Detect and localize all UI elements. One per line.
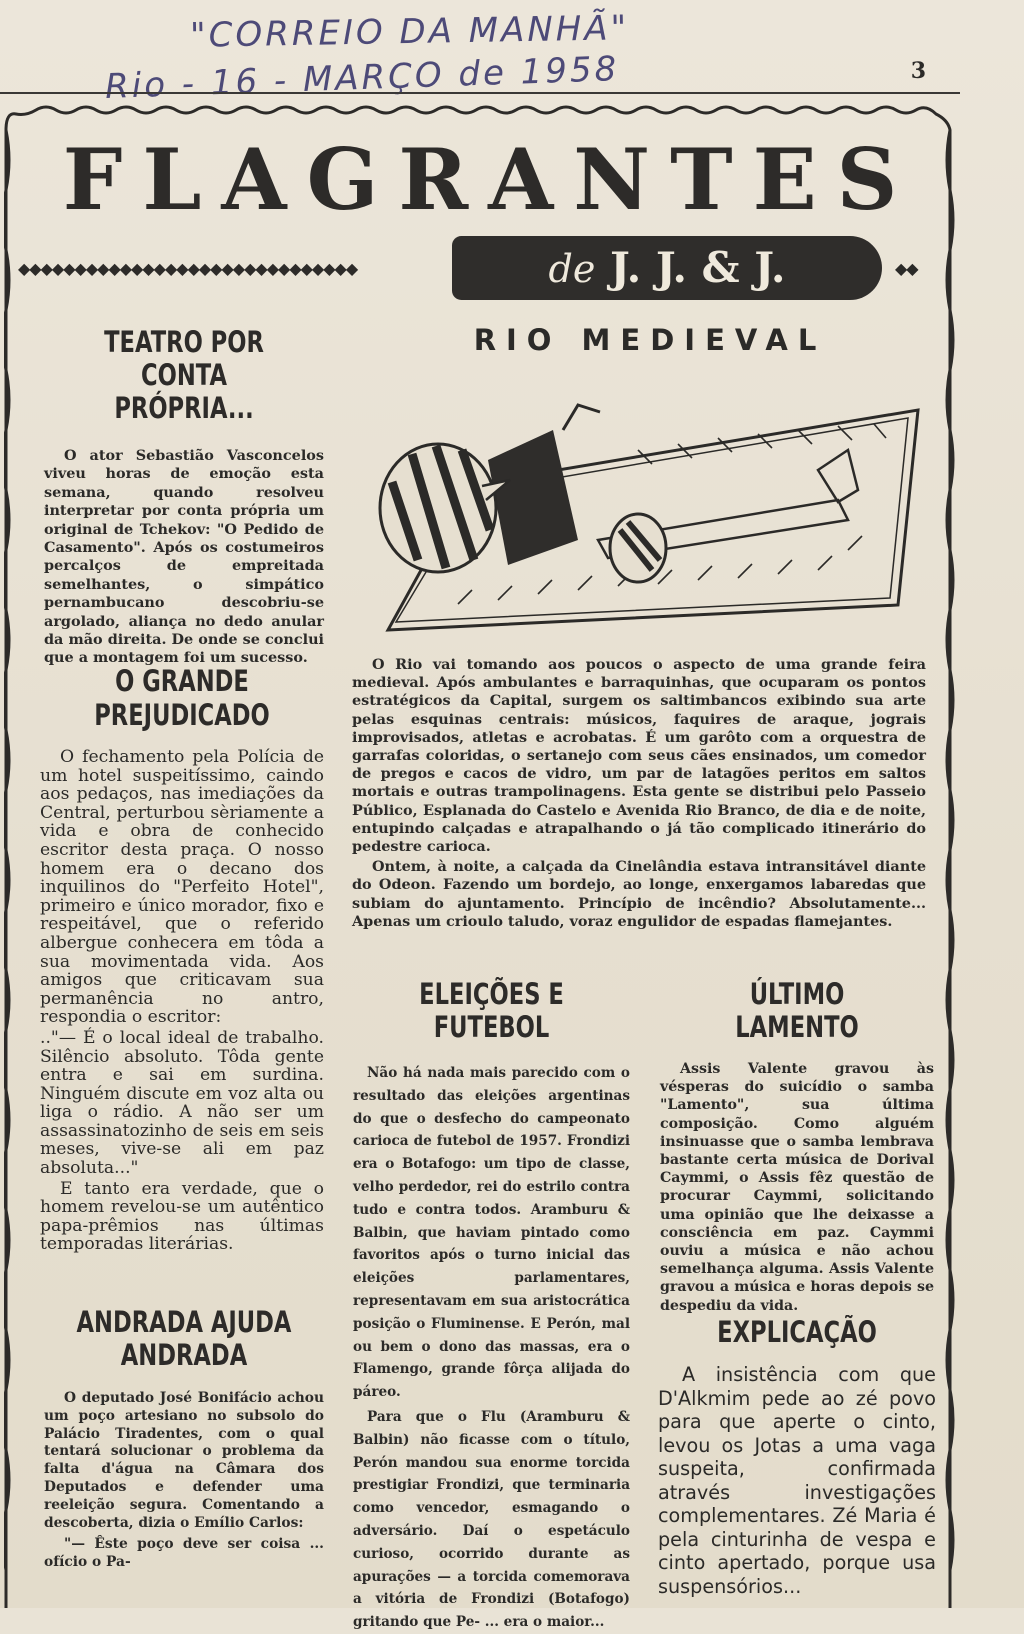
article-text: O ator Sebastião Vasconcelos viveu horas de emoção esta semana, quando resolveu interpretar por conta própria um original de Tchekov: "O Pedido de Casamento". Após os costumeiros percalços de empreitada semelhantes, o simpático pernambucano descobriu-se argolado, aliança no dedo anular da mão direita. De onde se conclui que a montagem foi um sucesso.	[44, 447, 324, 667]
article-text: O deputado José Bonifácio achou um poço artesiano no subsolo do Palácio Tiradentes, com o qual tentará solucionar o problema da falta d'água na Câmara dos Deputados e defender uma reeleição segura. Comentando a descoberta, dizia o Emílio Carlos:	[44, 1390, 324, 1531]
article-heading: ANDRADA AJUDA ANDRADA	[76, 1305, 292, 1372]
article-heading: ÚLTIMO LAMENTO	[735, 977, 859, 1044]
article-heading: ELEIÇÕES E FUTEBOL	[419, 977, 564, 1044]
article-explicacao	[658, 1316, 936, 1617]
masthead-title: FLAGRANTES	[62, 130, 918, 229]
byline-banner	[452, 236, 882, 300]
article-paragraph: E tanto era verdade, que o homem revelou-se um autêntico papa-prêmios nas últimas temporadas literárias.	[40, 1178, 324, 1255]
article-paragraph: Não há nada mais parecido com o resultado das eleições argentinas do que o desfecho do campeonato carioca de futebol de 1957. Frondizi era o Botafogo: um tipo de classe, velho perdedor, rei do estrilo contra tudo e contra todos. Aramburu & Balbin, que haviam pintado como favoritos após o turno inicial das eleições parlamentares, representavam em sua aristocrática posição o Fluminense. E Perón, mal ou bem o dono das massas, era o Flamengo, grande fôrça alijada do páreo.	[353, 1065, 630, 1401]
article-text: A insistência com que D'Alkmim pede ao zé povo para que aperte o cinto, levou os Jotas a uma vaga suspeita, confirmada através investigações complementares. Zé Maria é pela cinturinha de vespa e cinto apertado, porque usa suspensórios...	[658, 1363, 936, 1598]
page-number: 3	[910, 58, 926, 84]
byline-prefix: de	[548, 247, 596, 291]
article-lamento	[660, 978, 934, 1315]
article-teatro	[44, 326, 324, 668]
article-paragraph: O Rio vai tomando aos poucos o aspecto de uma grande feira medieval. Após ambulantes e barraquinhas, que ocuparam os pontos estratégicos da Capital, surgem os saltimbancos exibindo sua arte pelas esquinas centrais: músicos, faquires de araque, jograis improvisados, atletas e acrobatas. É um garôto com a orquestra de garrafas coloridas, o sertanejo com seus cães ensinados, um comedor de pregos e cacos de vidro, um par de latagões peritos em saltos mortais e outras trampolinagens. Esta gente se distribui pelo Passeio Público, Esplanada do Castelo e Avenida Rio Branco, de dia e de noite, entupindo calçadas e atrapalhando o já tão complicado itinerário do pedestre carioca.	[352, 656, 926, 856]
diamond-rule-left: ◆◆◆◆◆◆◆◆◆◆◆◆◆◆◆◆◆◆◆◆◆◆◆◆◆◆◆◆◆◆	[18, 259, 358, 278]
diamond-rule-right: ◆◆	[895, 259, 918, 278]
article-heading: O GRANDE PREJUDICADO	[94, 664, 270, 732]
illustration-sword-swallower	[378, 390, 938, 650]
top-rule	[0, 92, 960, 94]
article-eleicoes	[353, 978, 630, 1634]
article-paragraph: Ontem, à noite, a calçada da Cinelândia estava intransitável diante do Odeon. Fazendo um bordejo, ao longe, enxergamos labaredas que subiam do ajuntamento. Princípio de incêndio? Absolutamente... Apenas um crioulo taludo, voraz engulidor de espadas flamejantes.	[352, 858, 926, 930]
article-paragraph: Para que o Flu (Aramburu & Balbin) não ficasse com o título, Perón mandou sua enorme torcida prestigiar Frondizi, que terminaria como vencedor, esmagando o adversário. Daí o espetáculo curioso, ocorrido durante as apurações — a torcida comemorava a vitória de Frondizi (Botafogo) gritando que Pe- ... era o maior...	[353, 1408, 630, 1631]
article-tail: "— Êste poço deve ser coisa ... ofício o Pa-	[44, 1536, 324, 1571]
article-rio-medieval	[352, 656, 926, 931]
article-heading: EXPLICAÇÃO	[717, 1315, 877, 1349]
handwritten-newspaper-name: "CORREIO DA MANHÃ"	[189, 8, 630, 56]
article-paragraph: O fechamento pela Polícia de um hotel suspeitíssimo, caindo aos pedaços, nas imediações da Central, perturbou sèriamente a vida e obra de conhecido escritor desta praça. O nosso homem era o decano dos inquilinos do "Perfeito Hotel", primeiro e único morador, fixo e respeitável, que o referido albergue conhecera em tôda a sua movimentada vida. Aos amigos que criticavam sua permanência no antro, respondia o escritor:	[40, 747, 324, 1028]
article-heading-rio-medieval: RIO MEDIEVAL	[473, 323, 827, 357]
byline-authors: J. J. & J.	[609, 243, 786, 292]
handwritten-date: Rio - 16 - MARÇO de 1958	[104, 49, 620, 107]
article-prejudicado	[40, 664, 324, 1254]
article-heading: TEATRO POR CONTA PRÓPRIA...	[104, 325, 264, 425]
article-paragraph: .."— É o local ideal de trabalho. Silêncio absoluto. Tôda gente entra e sai em surdina. Ninguém discute em voz alta ou liga o rádio. A não ser um assassinatozinho de seis em seis meses, vive-se ali em paz absoluta..."	[40, 1027, 324, 1179]
article-text: Assis Valente gravou às vésperas do suicídio o samba "Lamento", sua última composição. Como alguém insinuasse que o samba lembrava bastante certa música de Dorival Caymmi, o Assis fêz questão de procurar Caymmi, solicitando uma opinião que lhe deixasse a consciência em paz. Caymmi ouviu a música e não achou semelhança alguma. Assis Valente gravou a música e horas depois se despediu da vida.	[660, 1061, 934, 1314]
article-andrada	[44, 1306, 324, 1572]
